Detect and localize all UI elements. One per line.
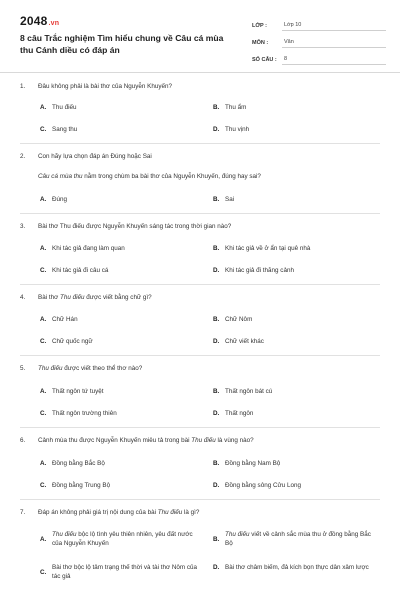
- poem-title: Thu điếu: [52, 531, 77, 538]
- divider: [20, 213, 380, 214]
- question-number: 2.: [20, 153, 26, 160]
- option-letter: B.: [213, 245, 220, 252]
- meta-key: MÔN :: [252, 40, 269, 46]
- option-a[interactable]: [40, 530, 200, 548]
- option-letter: C.: [40, 410, 47, 417]
- option-text: Sai: [225, 196, 235, 203]
- option-text: Chữ viết khác: [225, 338, 264, 345]
- question-2: [20, 152, 378, 161]
- question-7: [20, 508, 378, 517]
- question-3: [20, 222, 378, 231]
- option-letter: A.: [40, 535, 47, 543]
- divider: [20, 143, 380, 144]
- option-letter: A.: [40, 460, 47, 467]
- statement-text: nằm trong chùm ba bài thơ của Nguyễn Khuyến, đúng hay sai?: [82, 173, 261, 180]
- question-text: [38, 293, 378, 302]
- question-number: 1.: [20, 83, 26, 90]
- option-a[interactable]: [40, 315, 192, 324]
- option-text: Khi tác giả về ở ẩn tại quê nhà: [225, 245, 311, 252]
- option-d[interactable]: [213, 563, 375, 572]
- option-text: Sang thu: [52, 126, 78, 133]
- divider: [20, 284, 380, 285]
- option-text: Đồng bằng sông Cửu Long: [225, 482, 301, 489]
- option-text-rest: bộc lộ tình yêu thiên nhiên, yêu đất nước của Nguyễn Khuyến: [52, 531, 193, 547]
- option-letter: C.: [40, 267, 47, 274]
- option-letter: D.: [213, 126, 220, 133]
- question-text-pre: Đáp án không phải giá trị nội dung của bài: [38, 509, 158, 516]
- question-text: Bài thơ Thu điếu được Nguyễn Khuyến sáng tác trong thời gian nào?: [38, 223, 232, 230]
- meta-key: SỐ CÂU :: [252, 57, 277, 63]
- meta-info: [252, 16, 386, 67]
- question-text: [38, 436, 378, 445]
- meta-row-subject: [252, 33, 386, 48]
- option-text: Thất ngôn bát cú: [225, 388, 273, 395]
- option-text: Chữ Hán: [52, 316, 78, 323]
- option-text: Thu vịnh: [225, 126, 250, 133]
- option-letter: A.: [40, 196, 47, 203]
- option-text: Khi tác giả đi thăng cảnh: [225, 267, 294, 274]
- option-letter: C.: [40, 126, 47, 133]
- option-text: Đồng bằng Trung Bộ: [52, 482, 111, 489]
- option-letter: C.: [40, 568, 47, 576]
- option-text: Thất ngôn tứ tuyệt: [52, 388, 104, 395]
- option-text: Bài thơ bộc lộ tâm trạng thế thời và tài thơ Nôm của tác giả: [52, 564, 198, 580]
- option-text: Thất ngôn: [225, 410, 254, 417]
- question-text-pre: Cảnh mùa thu được Nguyễn Khuyến miêu tả trong bài: [38, 437, 192, 444]
- question-text: Con hãy lựa chọn đáp án Đúng hoặc Sai: [38, 153, 152, 160]
- option-c[interactable]: [40, 409, 192, 418]
- question-text: [38, 364, 378, 373]
- poem-title: Thu điếu: [59, 294, 85, 301]
- meta-value: 8: [282, 56, 386, 65]
- option-text: Đồng bằng Nam Bộ: [225, 460, 281, 467]
- poem-title: Thu điếu: [38, 365, 63, 372]
- option-text: Thất ngôn trường thiên: [52, 410, 117, 417]
- page-title: 8 câu Trắc nghiệm Tìm hiểu chung về Câu cá mùa thu Cánh diều có đáp án: [20, 33, 224, 55]
- meta-row-class: [252, 16, 386, 31]
- question-number: 5.: [20, 365, 26, 372]
- option-text: Đúng: [52, 196, 68, 203]
- option-letter: D.: [213, 564, 220, 571]
- question-number: 6.: [20, 437, 26, 444]
- option-letter: B.: [213, 535, 220, 543]
- statement-title: Câu cá mùa thu: [38, 173, 83, 180]
- option-text: Chữ quốc ngữ: [52, 338, 93, 345]
- divider: [20, 355, 380, 356]
- question-6: [20, 436, 378, 445]
- meta-value: Văn: [282, 39, 386, 48]
- option-letter: D.: [213, 338, 220, 345]
- option-c[interactable]: [40, 563, 200, 581]
- option-b[interactable]: [213, 315, 365, 324]
- logo[interactable]: [20, 14, 59, 28]
- option-text: [225, 530, 375, 548]
- option-b[interactable]: [213, 195, 365, 204]
- option-d[interactable]: [213, 337, 365, 346]
- option-a[interactable]: [40, 244, 192, 253]
- question-text: [38, 508, 378, 517]
- question-text-post: được viết bằng chữ gì?: [84, 294, 152, 301]
- meta-row-count: [252, 50, 386, 65]
- option-c[interactable]: [40, 481, 192, 490]
- question-text: Đâu không phải là bài thơ của Nguyễn Khuyến?: [38, 83, 173, 90]
- option-a[interactable]: [40, 103, 192, 112]
- divider: [20, 499, 380, 500]
- option-b[interactable]: [213, 459, 365, 468]
- option-letter: A.: [40, 245, 47, 252]
- question-number: 3.: [20, 223, 26, 230]
- question-1: [20, 82, 378, 91]
- question-number: 7.: [20, 509, 26, 516]
- option-b[interactable]: [213, 530, 375, 548]
- option-a[interactable]: [40, 387, 192, 396]
- option-b[interactable]: [213, 244, 365, 253]
- question-text-post: là gì?: [182, 509, 200, 516]
- divider: [20, 427, 380, 428]
- option-d[interactable]: [213, 409, 365, 418]
- option-text: [52, 530, 200, 548]
- poem-title: Thu điếu: [225, 531, 250, 538]
- question-number: 4.: [20, 294, 26, 301]
- question-4: [20, 293, 378, 302]
- option-text: Thu ẩm: [225, 104, 247, 111]
- option-b[interactable]: [213, 387, 365, 396]
- option-text: Khi tác giả đi câu cá: [52, 267, 109, 274]
- question-5: [20, 364, 378, 373]
- question-text-post: là vùng nào?: [215, 437, 254, 444]
- option-letter: B.: [213, 104, 220, 111]
- option-c[interactable]: [40, 266, 192, 275]
- question-text-post: được viết theo thể thơ nào?: [62, 365, 143, 372]
- meta-value: Lớp 10: [282, 22, 386, 31]
- option-d[interactable]: [213, 481, 365, 490]
- option-text: Bài thơ châm biếm, đả kích bọn thực dân xâm lược: [225, 564, 369, 571]
- poem-title: Thu điếu: [191, 437, 216, 444]
- option-letter: B.: [213, 316, 220, 323]
- option-text: Thu điếu: [52, 104, 77, 111]
- question-statement: [38, 173, 261, 180]
- option-text: Chữ Nôm: [225, 316, 253, 323]
- option-letter: B.: [213, 388, 220, 395]
- option-d[interactable]: [213, 125, 365, 134]
- option-letter: B.: [213, 196, 220, 203]
- option-d[interactable]: [213, 266, 365, 275]
- poem-title: Thu điếu: [157, 509, 183, 516]
- option-text: Khi tác giả đang làm quan: [52, 245, 125, 252]
- option-letter: D.: [213, 482, 220, 489]
- logo-suffix: .vn: [48, 20, 60, 27]
- option-text: Đồng bằng Bắc Bộ: [52, 460, 105, 467]
- option-letter: B.: [213, 460, 220, 467]
- option-a[interactable]: [40, 459, 192, 468]
- option-b[interactable]: [213, 103, 365, 112]
- option-letter: D.: [213, 410, 220, 417]
- logo-main: 2048: [20, 14, 48, 28]
- option-c[interactable]: [40, 337, 192, 346]
- option-letter: D.: [213, 267, 220, 274]
- option-letter: A.: [40, 388, 47, 395]
- option-a[interactable]: [40, 195, 192, 204]
- meta-key: LỚP :: [252, 23, 267, 29]
- option-letter: C.: [40, 482, 47, 489]
- option-c[interactable]: [40, 125, 192, 134]
- option-letter: C.: [40, 338, 47, 345]
- option-letter: A.: [40, 104, 47, 111]
- header: [0, 0, 400, 73]
- question-text-pre: Bài thơ: [38, 294, 60, 301]
- option-letter: A.: [40, 316, 47, 323]
- option-text-rest: viết về cảnh sắc mùa thu ở đồng bằng Bắc Bộ: [225, 531, 371, 547]
